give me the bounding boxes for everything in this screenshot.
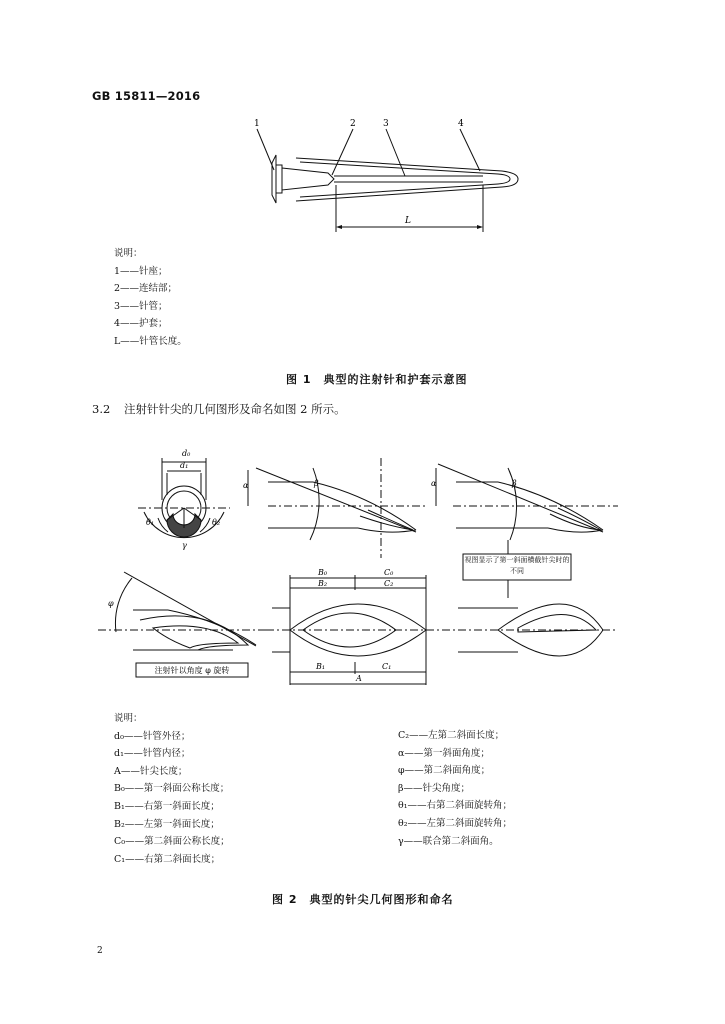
legend-item: L——针管长度。 [114,335,187,347]
figure-2-needle-tip-diagram [98,440,638,695]
label-alpha-1: α [243,481,249,490]
legend-item: 1——针座； [114,265,168,277]
legend-item: β——针尖角度； [398,782,470,794]
figure-1-legend [114,245,187,351]
legend-title: 说明： [114,713,143,724]
label-beta-1: β [314,479,319,488]
standard-code: GB 15811—2016 [92,89,201,103]
callout-1: 1 [254,119,260,129]
label-theta2: θ₂ [212,518,221,527]
callout-2: 2 [350,119,356,129]
label-theta1: θ₁ [146,518,155,527]
label-a: A [356,674,362,683]
legend-title: 说明： [114,248,143,259]
label-b1: B₁ [316,662,326,671]
legend-item: A——针尖长度； [114,765,188,777]
label-d1: d₁ [180,461,189,470]
legend-item: B₁——右第一斜面长度； [114,800,220,812]
page-number: 2 [97,946,103,956]
legend-item: d₁——针管内径； [114,748,191,760]
legend-item: d₀——针管外径； [114,730,191,742]
section-3-2 [92,401,346,417]
figure-1-needle-diagram [240,115,530,240]
note-box-text: 视图显示了第一斜面横截针尖时的不同 [464,556,570,575]
label-alpha-2: α [431,479,437,488]
callout-3: 3 [383,119,389,129]
section-text: 注射针针尖的几何图形及命名如图 2 所示。 [123,402,346,416]
figure-2-caption: 图 2 典型的针尖几何图形和命名 [272,893,454,906]
figure-1-caption: 图 1 典型的注射针和护套示意图 [286,373,468,386]
legend-item: θ₂——左第二斜面旋转角； [398,817,513,829]
label-beta-2: β [512,479,517,488]
legend-item: θ₁——右第二斜面旋转角； [398,800,513,812]
legend-item: 4——护套； [114,318,168,330]
label-c2: C₂ [384,579,394,588]
label-b2: B₂ [318,579,328,588]
label-c1: C₁ [382,662,392,671]
label-b0: B₀ [318,568,328,577]
legend-item: φ——第二斜面角度； [398,765,491,777]
figure-2-legend-right [398,727,512,850]
legend-item: B₂——左第一斜面长度； [114,818,220,830]
label-d0: d₀ [182,449,191,458]
dimension-label-l: L [405,216,411,226]
label-c0: C₀ [384,568,394,577]
figure-2-legend-left [114,710,230,868]
legend-item: C₀——第二斜面公称长度； [114,836,230,848]
label-phi: φ [108,599,114,608]
legend-item: 2——连结部； [114,283,178,295]
legend-item: α——第一斜面角度； [398,747,490,759]
legend-item: 3——针管； [114,300,168,312]
rotate-box-text: 注射针以角度 φ 旋转 [154,666,230,675]
legend-item: C₁——右第二斜面长度； [114,853,221,865]
label-gamma: γ [182,541,187,550]
callout-4: 4 [458,119,464,129]
section-number: 3.2 [92,402,111,416]
legend-item: B₀——第一斜面公称长度； [114,783,230,795]
legend-item: γ——联合第二斜面角。 [398,835,499,847]
legend-item: C₂——左第二斜面长度； [398,730,505,741]
